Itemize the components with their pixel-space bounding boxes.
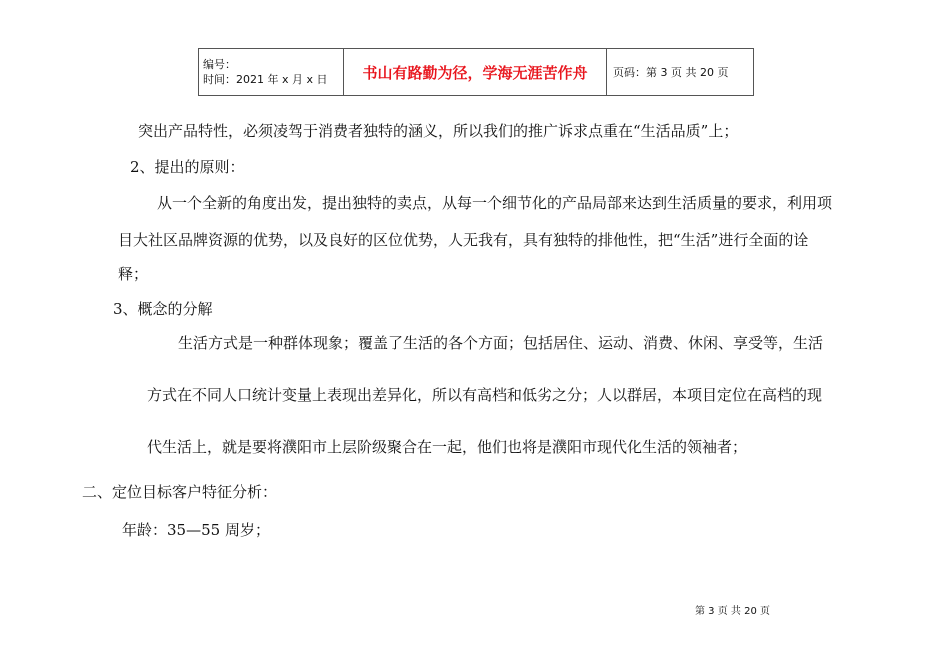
section-heading-principles: 2、提出的原则： <box>130 158 245 176</box>
paragraph-line: 代生活上，就是要将濮阳市上层阶级聚合在一起，他们也将是濮阳市现代化生活的领袖者； <box>147 438 748 456</box>
document-time-label: 时间：2021 年 x 月 x 日 <box>203 73 328 86</box>
header-page-number: 页码：第 3 页 共 20 页 <box>607 49 754 96</box>
paragraph-line: 释； <box>118 265 149 283</box>
paragraph-line: 方式在不同人口统计变量上表现出差异化，所以有高档和低劣之分；人以群居，本项目定位在高档的现 <box>147 386 823 404</box>
header-info-cell <box>199 49 344 96</box>
header-table <box>198 48 754 96</box>
section-heading-concept: 3、概念的分解 <box>113 300 213 318</box>
paragraph-line: 从一个全新的角度出发，提出独特的卖点，从每一个细节化的产品局部来达到生活质量的要求，利用项 <box>157 194 833 212</box>
paragraph-line: 年龄：35—55 周岁； <box>122 521 270 539</box>
footer-page-number: 第 3 页 共 20 页 <box>695 606 770 617</box>
section-heading-target-customers: 二、定位目标客户特征分析： <box>82 483 278 501</box>
paragraph-line: 目大社区品牌资源的优势，以及良好的区位优势，人无我有，具有独特的排他性，把“生活”进行全面的诠 <box>118 231 809 249</box>
header-motto: 书山有路勤为径，学海无涯苦作舟 <box>344 49 607 96</box>
document-number-label: 编号： <box>203 58 236 71</box>
paragraph-line: 突出产品特性，必须凌驾于消费者独特的涵义，所以我们的推广诉求点重在“生活品质”上； <box>138 122 739 140</box>
paragraph-line: 生活方式是一种群体现象；覆盖了生活的各个方面；包括居住、运动、消费、休闲、享受等，生活 <box>178 334 824 352</box>
